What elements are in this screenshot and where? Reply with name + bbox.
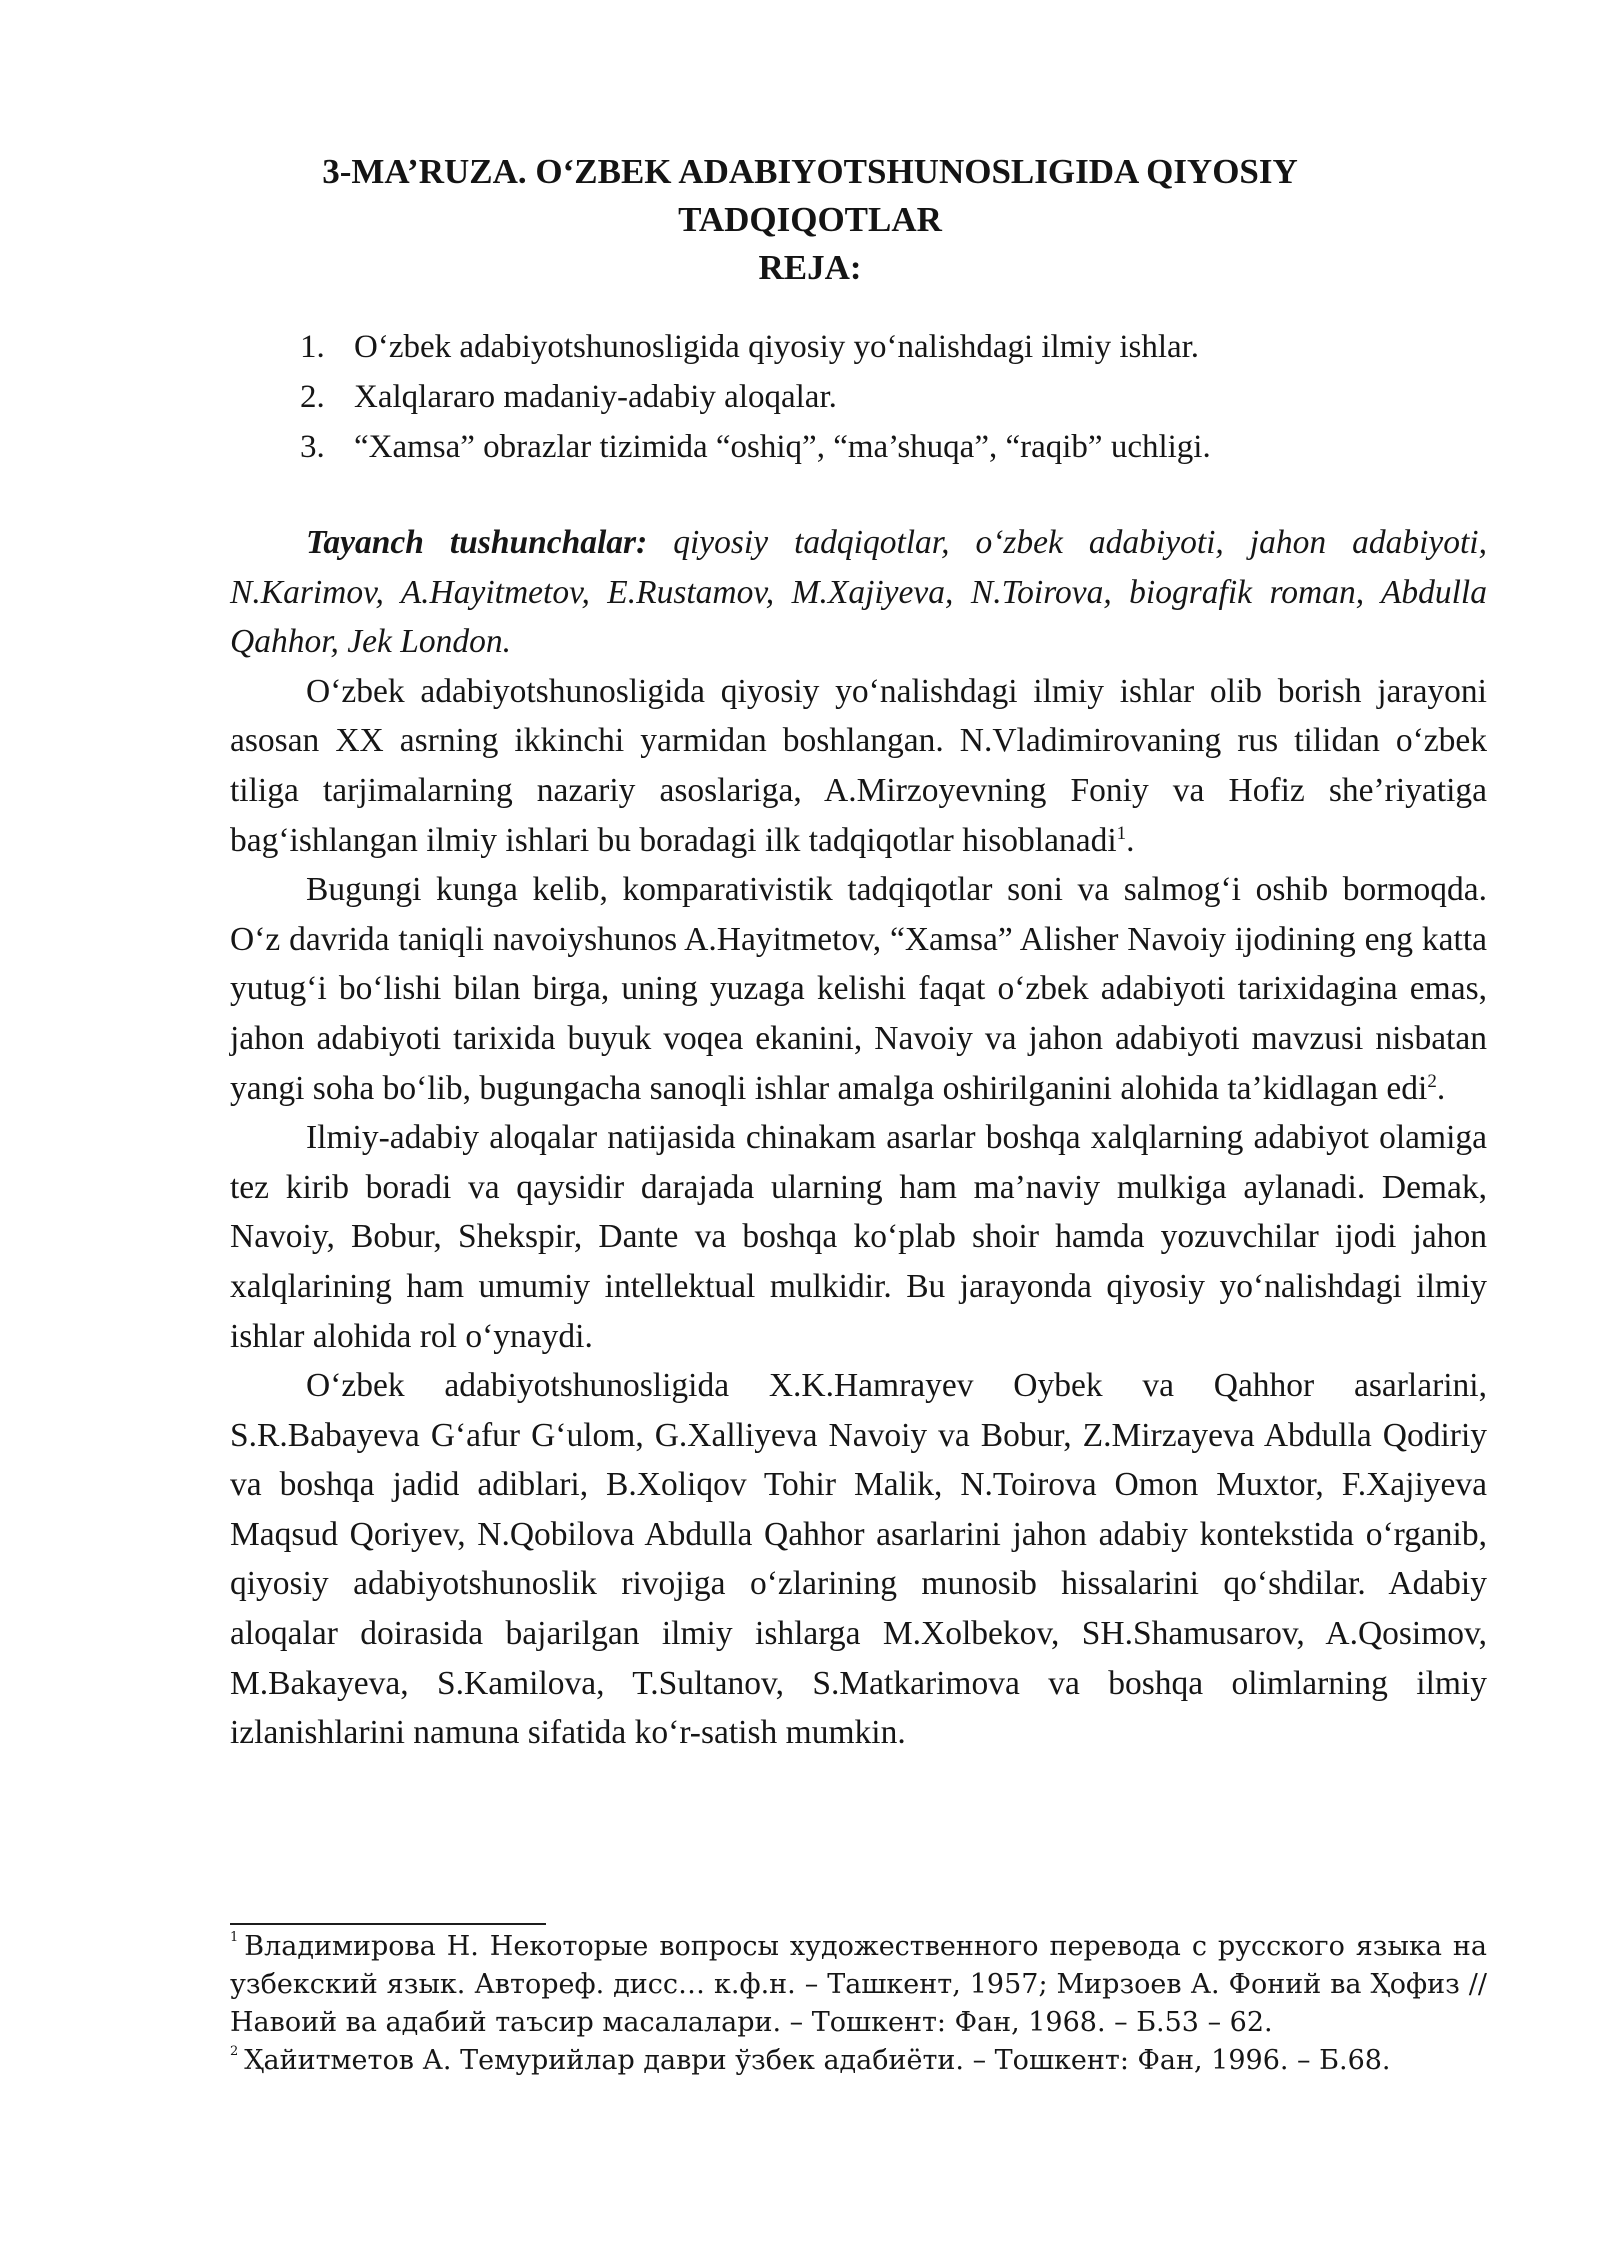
plan-list [300, 322, 1460, 472]
plan-item [300, 322, 1460, 372]
paragraph-2-end: . [1436, 1069, 1446, 1107]
paragraph-2 [230, 865, 1487, 1113]
plan-item [300, 422, 1460, 472]
plan-heading: REJA: [758, 248, 862, 287]
plan-item-text: Xalqlararo madaniy-adabiy aloqalar. [354, 379, 837, 415]
footnote-1 [230, 1928, 1487, 2042]
plan-item [300, 372, 1460, 422]
paragraph-3: Ilmiy-adabiy aloqalar natijasida chinakam asarlar boshqa xalqlarning adabiyot olamiga tez kirib boradi va qaysidir darajada ularning ham ma’naviy mulkiga aylanadi. Demak, Navoiy, Bobur, Shekspir, Dante va boshqa ko‘plab shoir hamda yozuvchilar ijodi jahon xalqlarining ham umumiy intellektual mulkidir. Bu jarayonda qiyosiy yo‘nalishdagi ilmiy ishlar alohida rol o‘ynaydi. [230, 1119, 1487, 1355]
footnote-1-text: Владимирова Н. Некоторые вопросы художественного перевода с русского языка на узбекский язык. Автореф. дисс… к.ф.н. – Ташкент, 1957; Мирзоев А. Фоний ва Ҳофиз // Навоий ва адабий таъсир масалалари. – Тошкент: Фан, 1968. – Б.53 – 62. [230, 1931, 1487, 2038]
plan-item-text: “Xamsa” obrazlar tizimida “oshiq”, “ma’shuqa”, “raqib” uchligi. [354, 429, 1211, 465]
keywords-text: qiyosiy tadqiqotlar, o‘zbek adabiyoti, jahon adabiyoti, N.Karimov, A.Hayitmetov, E.Rustamov, M.Xajiyeva, N.Toirova, biografik roman, Abdulla Qahhor, Jek London. [230, 524, 1487, 661]
footnote-1-mark: 1 [230, 1930, 239, 1945]
plan-item-text: O‘zbek adabiyotshunosligida qiyosiy yo‘nalishdagi ilmiy ishlar. [354, 329, 1200, 365]
paragraph-1 [230, 667, 1487, 865]
lecture-title [230, 148, 1390, 292]
footnote-separator [230, 1923, 546, 1925]
paragraph-1-text: O‘zbek adabiyotshunosligida qiyosiy yo‘nalishdagi ilmiy ishlar olib borish jarayoni asosan XX asrning ikkinchi yarmidan boshlangan. N.Vladimirovaning rus tilidan o‘zbek tiliga tarjimalarning nazariy asoslariga, A.Mirzoyevning Foniy va Hofiz she’riyatiga bag‘ishlangan ilmiy ishlari bu boradagi ilk tadqiqotlar hisoblanadi [230, 672, 1487, 859]
footnote-ref-2[interactable]: 2 [1427, 1070, 1437, 1092]
footnote-2 [230, 2042, 1487, 2080]
body-text [230, 518, 1487, 1758]
footnote-2-mark: 2 [230, 2044, 239, 2059]
keywords-label: Tayanch tushunchalar: [306, 524, 648, 561]
title-line-2: TADQIQOTLAR [678, 200, 942, 239]
paragraph-4: O‘zbek adabiyotshunosligida X.K.Hamrayev Oybek va Qahhor asarlarini, S.R.Babayeva G‘afur G‘ulom, G.Xalliyeva Navoiy va Bobur, Z.Mirzayeva Abdulla Qodiriy va boshqa jadid adiblari, B.Xoliqov Tohir Malik, N.Toirova Omon Muxtor, F.Xajiyeva Maqsud Qoriyev, N.Qobilova Abdulla Qahhor asarlarini jahon adabiy kontekstida o‘rganib, qiyosiy adabiyotshunoslik rivojiga o‘zlarining munosib hissalarini qo‘shdilar. Adabiy aloqalar doirasida bajarilgan ilmiy ishlarga M.Xolbekov, SH.Shamusarov, A.Qosimov, M.Bakayeva, S.Kamilova, T.Sultanov, S.Matkarimova va boshqa olimlarning ilmiy izlanishlarini namuna sifatida ko‘r-satish mumkin. [230, 1367, 1487, 1752]
paragraph-1-end: . [1126, 821, 1135, 859]
title-line-1: 3-MA’RUZA. O‘ZBEK ADABIYOTSHUNOSLIGIDA QIYOSIY [322, 152, 1298, 191]
plan-item-number: 2. [300, 379, 325, 415]
keywords-paragraph [230, 518, 1487, 667]
plan-item-number: 3. [300, 429, 325, 465]
paragraph-2-text: Bugungi kunga kelib, komparativistik tadqiqotlar soni va salmog‘i oshib bormoqda. O‘z davrida taniqli navoiyshunos A.Hayitmetov, “Xamsa” Alisher Navoiy ijodining eng katta yutug‘i bo‘lishi bilan birga, uning yuzaga kelishi faqat o‘zbek adabiyoti tarixidagina emas, jahon adabiyoti tarixida buyuk voqea ekanini, Navoiy va jahon adabiyoti mavzusi nisbatan yangi soha bo‘lib, bugungacha sanoqli ishlar amalga oshirilganini alohida ta’kidlagan edi [230, 871, 1487, 1107]
plan-item-number: 1. [300, 329, 325, 365]
footnote-ref-1[interactable]: 1 [1116, 822, 1127, 844]
footnotes [230, 1928, 1487, 2080]
footnote-2-text: Ҳайитметов А. Темурийлар даври ўзбек адабиёти. – Тошкент: Фан, 1996. – Б.68. [244, 2045, 1391, 2076]
